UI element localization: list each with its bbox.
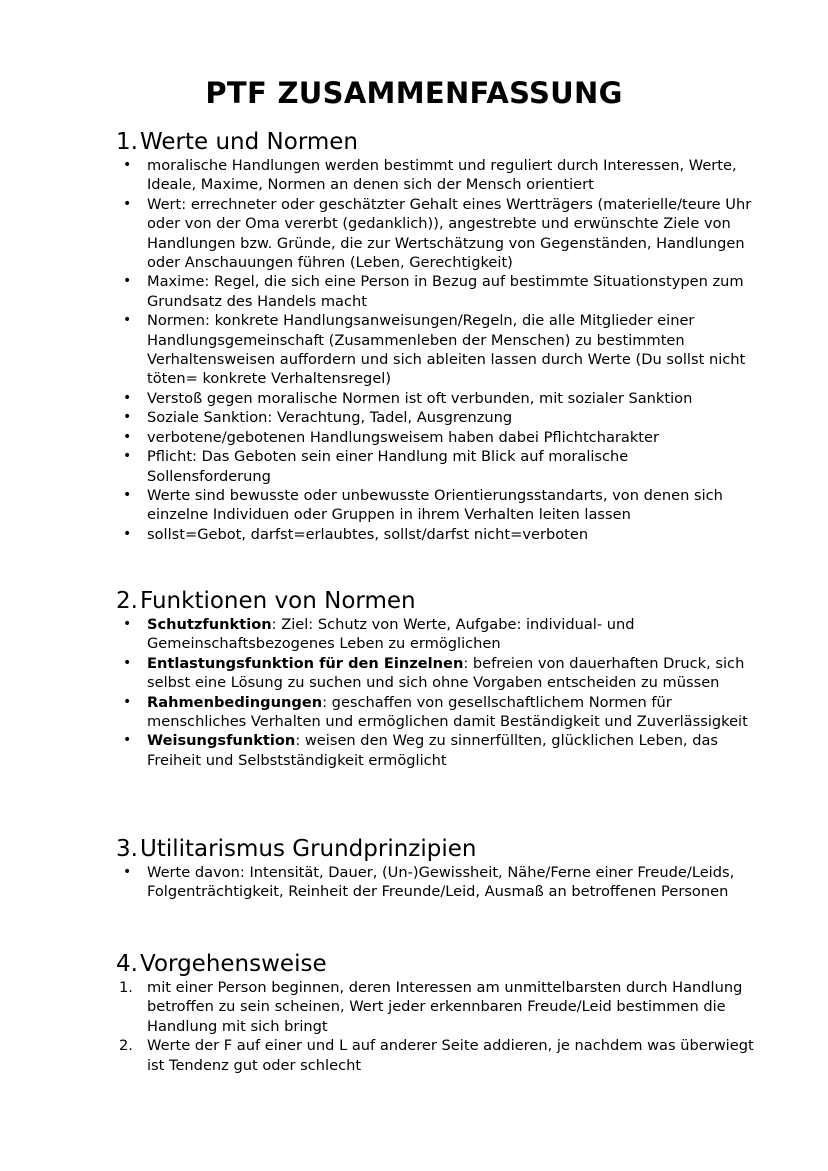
bullet-icon: • [123,312,132,329]
term: Rahmenbedingungen [147,693,323,711]
list-item: • Soziale Sanktion: Verachtung, Tadel, Ausgrenzung [123,409,513,427]
bullet-icon: • [123,732,132,749]
bullet-icon: • [123,157,132,173]
section-heading [116,128,756,156]
bullet-icon: • [123,273,132,290]
section-title: Funktionen von Normen [140,588,416,614]
section-number: 3. [116,836,138,862]
bullet-icon: • [123,428,132,445]
list-item: • Entlastungsfunktion für den Einzelnen: befreien von dauerhaften Druck, sich selbst eine Lösung zu suchen und sich ohne Vorgaben entscheiden zu müssen [123,654,745,692]
list-item: • Rahmenbedingungen: geschaffen von gesellschaftlichem Normen für menschliches Verhalten und ermöglichen damit Beständigkeit und Zuverlässigkeit [123,693,748,731]
list-item: • Normen: konkrete Handlungsanweisungen/Regeln, die alle Mitglieder einer Handlungsgemeinschaft (Zusammenleben der Menschen) zu bestimmten Verhaltensweisen auffordern und sich ableiten lassen durch Werte (Du sollst nicht töten= konkrete Verhaltensregel) [123,312,746,388]
bullet-icon: • [123,864,132,880]
numbered-list [116,978,756,1075]
list-item: • moralische Handlungen werden bestimmt und reguliert durch Interessen, Werte, Ideale, Maxime, Normen an denen sich der Mensch orientiert [123,157,737,194]
bullet-list [116,615,756,770]
section-werte-und-normen [116,128,756,544]
section-number: 4. [116,951,138,977]
bullet-icon: • [123,525,132,542]
list-item: • Werte sind bewusste oder unbewusste Orientierungsstandarts, von denen sich einzelne Individuen oder Gruppen in ihrem Verhalten leiten lassen [123,486,723,524]
section-title: Werte und Normen [140,129,359,155]
section-number: 2. [116,588,138,614]
section-title: Vorgehensweise [140,951,327,977]
bullet-icon: • [123,389,132,406]
bullet-icon: • [123,195,132,212]
bullet-icon: • [123,616,132,632]
list-item: 1. mit einer Person beginnen, deren Interessen am unmittelbarsten durch Handlung betroffen zu sein scheinen, Wert jeder erkennbaren Freude/Leid bestimmen die Handlung mit sich bringt [119,979,743,1035]
list-item: • Maxime: Regel, die sich eine Person in Bezug auf bestimmte Situationstypen zum Grundsatz des Handels macht [123,273,744,310]
list-item: • verbotene/gebotenen Handlungsweisem haben dabei Pflichtcharakter [123,428,659,446]
term: Schutzfunktion [147,616,272,633]
bullet-icon: • [123,409,132,426]
list-item: 2. Werte der F auf einer und L auf anderer Seite addieren, je nachdem was überwiegt ist Tendenz gut oder schlecht [119,1037,754,1074]
document-title: PTF ZUSAMMENFASSUNG [205,76,623,110]
list-item: • sollst=Gebot, darfst=erlaubtes, sollst/darfst nicht=verboten [123,525,589,543]
section-funktionen-von-normen [116,587,756,770]
bullet-icon: • [123,693,132,710]
bullet-list [116,863,756,902]
bullet-icon: • [123,486,132,503]
list-number: 2. [119,1037,133,1055]
section-vorgehensweise [116,950,756,1075]
list-item: • Werte davon: Intensität, Dauer, (Un-)Gewissheit, Nähe/Ferne einer Freude/Leids, Folgenträchtigkeit, Reinheit der Freunde/Leid, Ausmaß an betroffenen Personen [123,864,735,901]
bullet-icon: • [123,654,132,671]
bullet-list [116,156,756,544]
section-heading [116,950,756,978]
term: Entlastungsfunktion für den Einzelnen [147,654,464,672]
section-heading [116,835,756,863]
term: Weisungsfunktion [147,732,296,750]
list-item: • Schutzfunktion: Ziel: Schutz von Werte, Aufgabe: individual- und Gemeinschaftsbezogenes Leben zu ermöglichen [123,616,635,653]
bullet-icon: • [123,448,132,465]
list-number: 1. [119,979,133,996]
section-title: Utilitarismus Grundprinzipien [140,836,477,862]
section-utilitarismus-grundprinzipien [116,835,756,902]
list-item: • Wert: errechneter oder geschätzter Gehalt eines Wertträgers (materielle/teure Uhr oder von der Oma vererbt (gedanklich)), angestrebte und erwünschte Ziele von Handlungen bzw. Gründe, die zur Wertschätzung von Gegenständen, Handlungen oder Anschauungen führen (Leben, Gerechtigkeit) [123,195,752,272]
list-item: • Pflicht: Das Geboten sein einer Handlung mit Blick auf moralische Sollensforderung [123,448,629,485]
list-item: • Verstoß gegen moralische Normen ist oft verbunden, mit sozialer Sanktion [123,389,693,407]
section-number: 1. [116,129,138,155]
section-heading [116,587,756,615]
list-item: • Weisungsfunktion: weisen den Weg zu sinnerfüllten, glücklichen Leben, das Freiheit und Selbstständigkeit ermöglicht [123,732,719,769]
